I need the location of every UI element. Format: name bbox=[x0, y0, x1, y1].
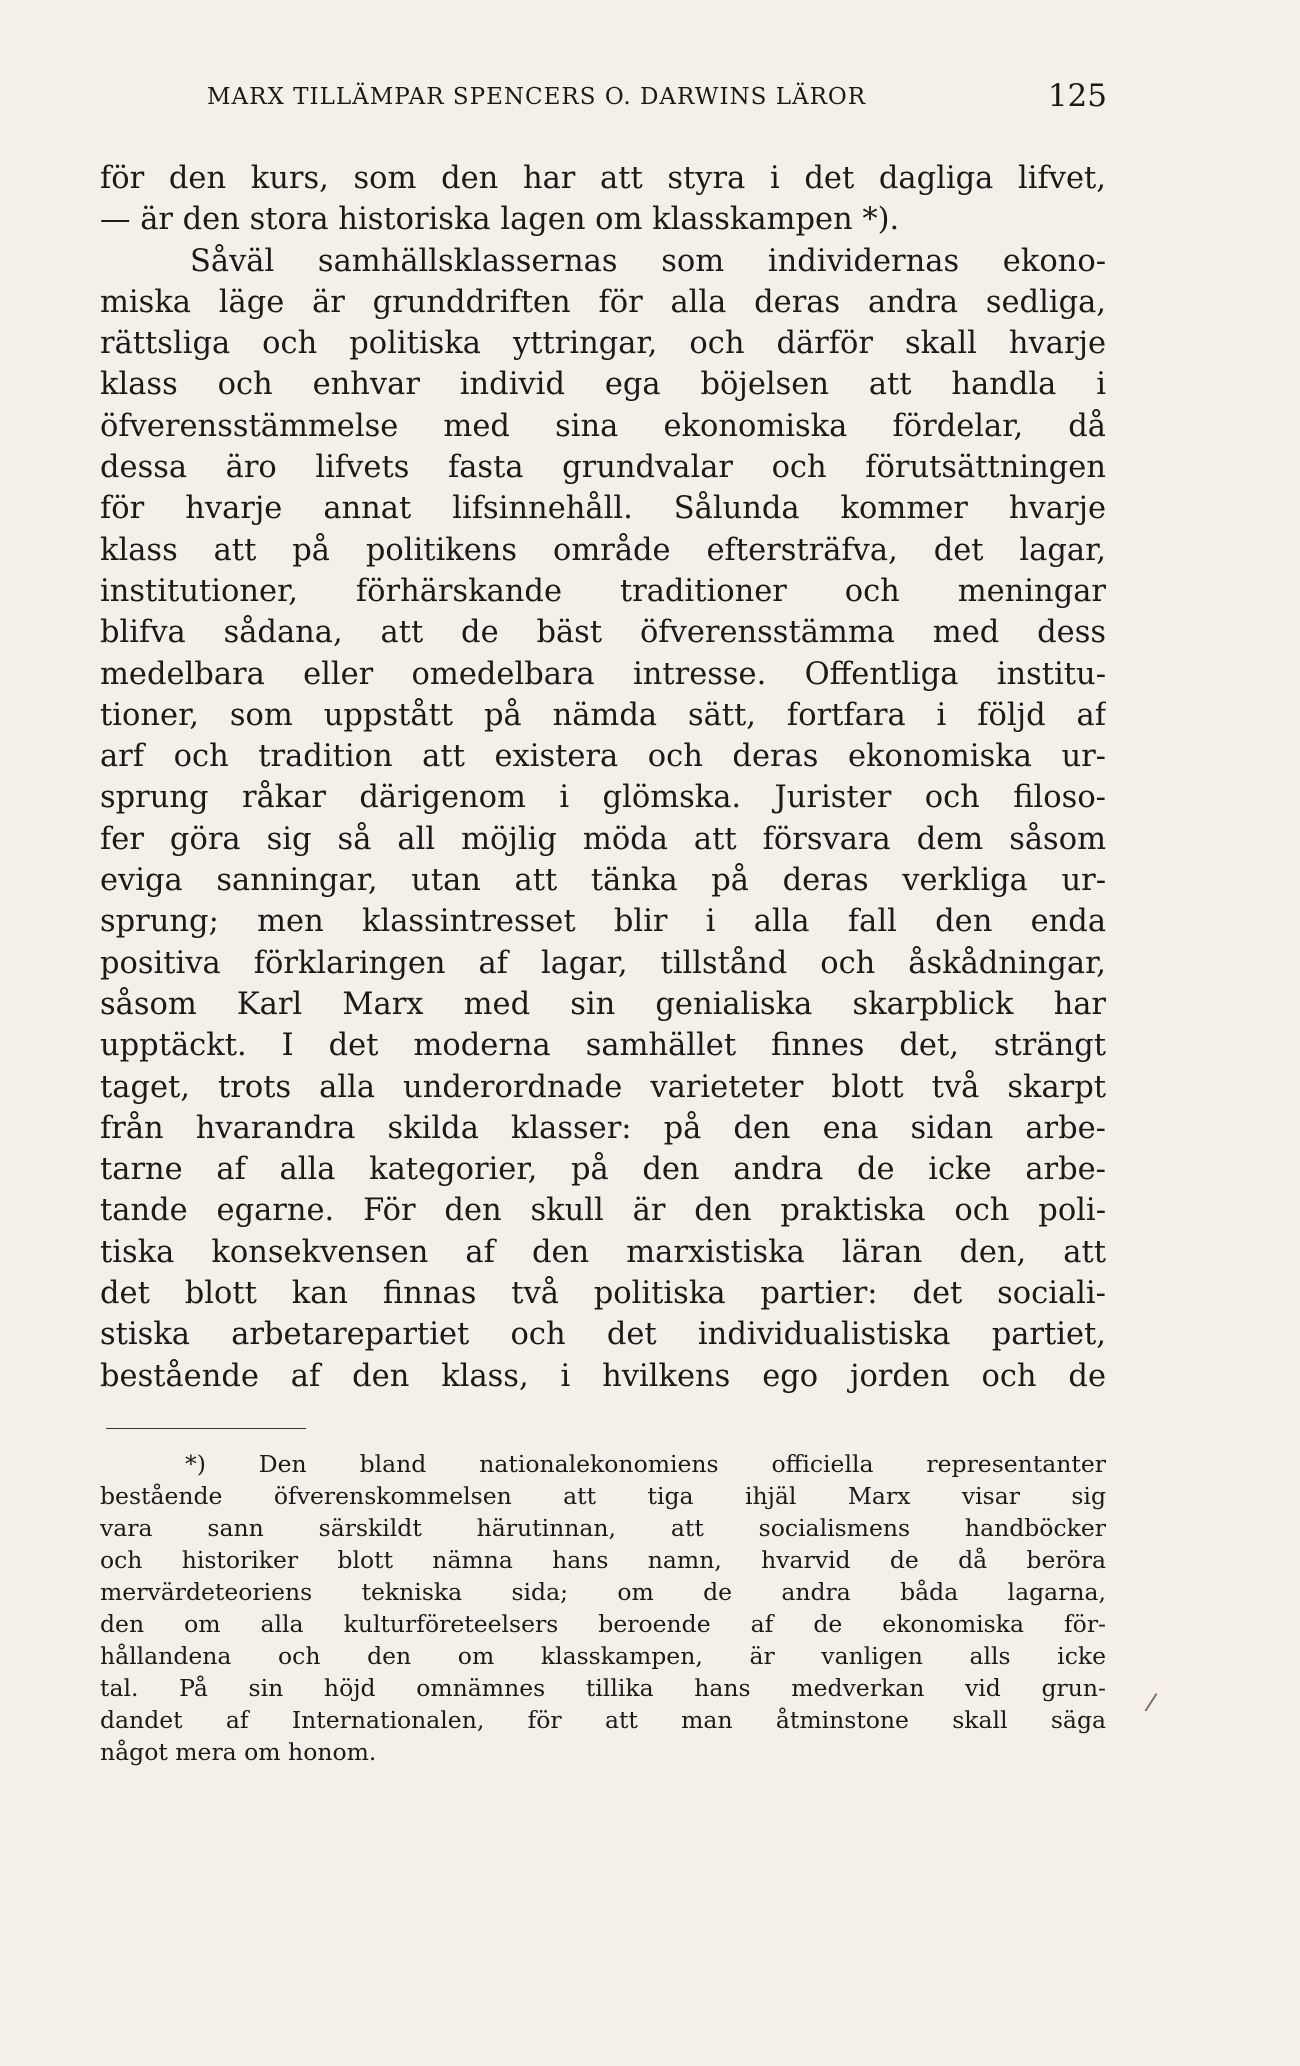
page-number: 125 bbox=[1047, 78, 1107, 114]
body-line: klass att på politikens område eftersträfva, det lagar, bbox=[100, 532, 1106, 568]
body-line: bestående af den klass, i hvilkens ego jorden och de bbox=[100, 1358, 1106, 1394]
running-head bbox=[207, 78, 1107, 118]
footnote-line: tal. På sin höjd omnämnes tillika hans medverkan vid grun- bbox=[100, 1674, 1106, 1702]
body-line: tarne af alla kategorier, på den andra de icke arbe- bbox=[100, 1152, 1106, 1188]
body-line: för den kurs, som den har att styra i det dagliga lifvet, bbox=[100, 161, 1106, 196]
body-line: upptäckt. I det moderna samhället finnes det, strängt bbox=[100, 1028, 1106, 1064]
body-line: blifva sådana, att de bäst öfverensstämma med dess bbox=[100, 615, 1106, 651]
pencil-mark-icon: / bbox=[1143, 1687, 1159, 1717]
body-line: Såväl samhällsklassernas som individernas ekono- bbox=[190, 243, 1106, 279]
body-line: arf och tradition att existera och deras ekonomiska ur- bbox=[100, 739, 1106, 775]
footnote-line: *) Den bland nationalekonomiens officiella representanter bbox=[185, 1450, 1106, 1478]
body-line: institutioner, förhärskande traditioner och meningar bbox=[100, 573, 1106, 609]
footnote-line: och historiker blott nämna hans namn, hvarvid de då beröra bbox=[100, 1546, 1106, 1574]
body-line: från hvarandra skilda klasser: på den ena sidan arbe- bbox=[100, 1110, 1106, 1146]
body-line: klass och enhvar individ ega böjelsen att handla i bbox=[100, 367, 1106, 403]
body-text bbox=[100, 158, 1106, 1397]
body-line: det blott kan finnas två politiska partier: det sociali- bbox=[100, 1276, 1106, 1312]
body-line: rättsliga och politiska yttringar, och därför skall hvarje bbox=[100, 326, 1106, 362]
body-line: för hvarje annat lifsinnehåll. Sålunda kommer hvarje bbox=[100, 491, 1106, 527]
running-title: MARX TILLÄMPAR SPENCERS O. DARWINS LÄROR bbox=[207, 84, 867, 110]
footnote-line: vara sann särskildt härutinnan, att socialismens handböcker bbox=[100, 1514, 1106, 1542]
footnote-line: något mera om honom. bbox=[100, 1738, 377, 1766]
body-line: öfverensstämmelse med sina ekonomiska fördelar, då bbox=[100, 408, 1106, 444]
body-line: dessa äro lifvets fasta grundvalar och förutsättningen bbox=[100, 450, 1106, 486]
footnote-line: dandet af Internationalen, för att man åtminstone skall säga bbox=[100, 1706, 1106, 1734]
body-line: sprung råkar därigenom i glömska. Jurister och filoso- bbox=[100, 780, 1106, 816]
body-line: stiska arbetarepartiet och det individualistiska partiet, bbox=[100, 1317, 1106, 1353]
body-line: tiska konsekvensen af den marxistiska läran den, att bbox=[100, 1234, 1106, 1270]
footnote-line: den om alla kulturföreteelsers beroende af de ekonomiska för- bbox=[100, 1610, 1106, 1638]
body-line: miska läge är grunddriften för alla deras andra sedliga, bbox=[100, 284, 1106, 320]
footnote-line: hållandena och den om klasskampen, är vanligen alls icke bbox=[100, 1642, 1106, 1670]
footnote-separator bbox=[106, 1428, 306, 1429]
body-line: taget, trots alla underordnade varieteter blott två skarpt bbox=[100, 1069, 1106, 1105]
body-line: tioner, som uppstått på nämda sätt, fortfara i följd af bbox=[100, 697, 1106, 733]
body-line: positiva förklaringen af lagar, tillstånd och åskådningar, bbox=[100, 945, 1106, 981]
footnote-line: bestående öfverenskommelsen att tiga ihjäl Marx visar sig bbox=[100, 1482, 1106, 1510]
footnote bbox=[100, 1448, 1106, 1768]
footnote-line: mervärdeteoriens tekniska sida; om de andra båda lagarna, bbox=[100, 1578, 1106, 1606]
body-line: sprung; men klassintresset blir i alla fall den enda bbox=[100, 904, 1106, 940]
body-line: eviga sanningar, utan att tänka på deras verkliga ur- bbox=[100, 863, 1106, 899]
body-line: fer göra sig så all möjlig möda att försvara dem såsom bbox=[100, 821, 1106, 857]
body-line: medelbara eller omedelbara intresse. Offentliga institu- bbox=[100, 656, 1106, 692]
body-line: tande egarne. För den skull är den praktiska och poli- bbox=[100, 1193, 1106, 1229]
body-line: såsom Karl Marx med sin genialiska skarpblick har bbox=[100, 986, 1106, 1022]
body-line: — är den stora historiska lagen om klasskampen *). bbox=[100, 202, 900, 238]
